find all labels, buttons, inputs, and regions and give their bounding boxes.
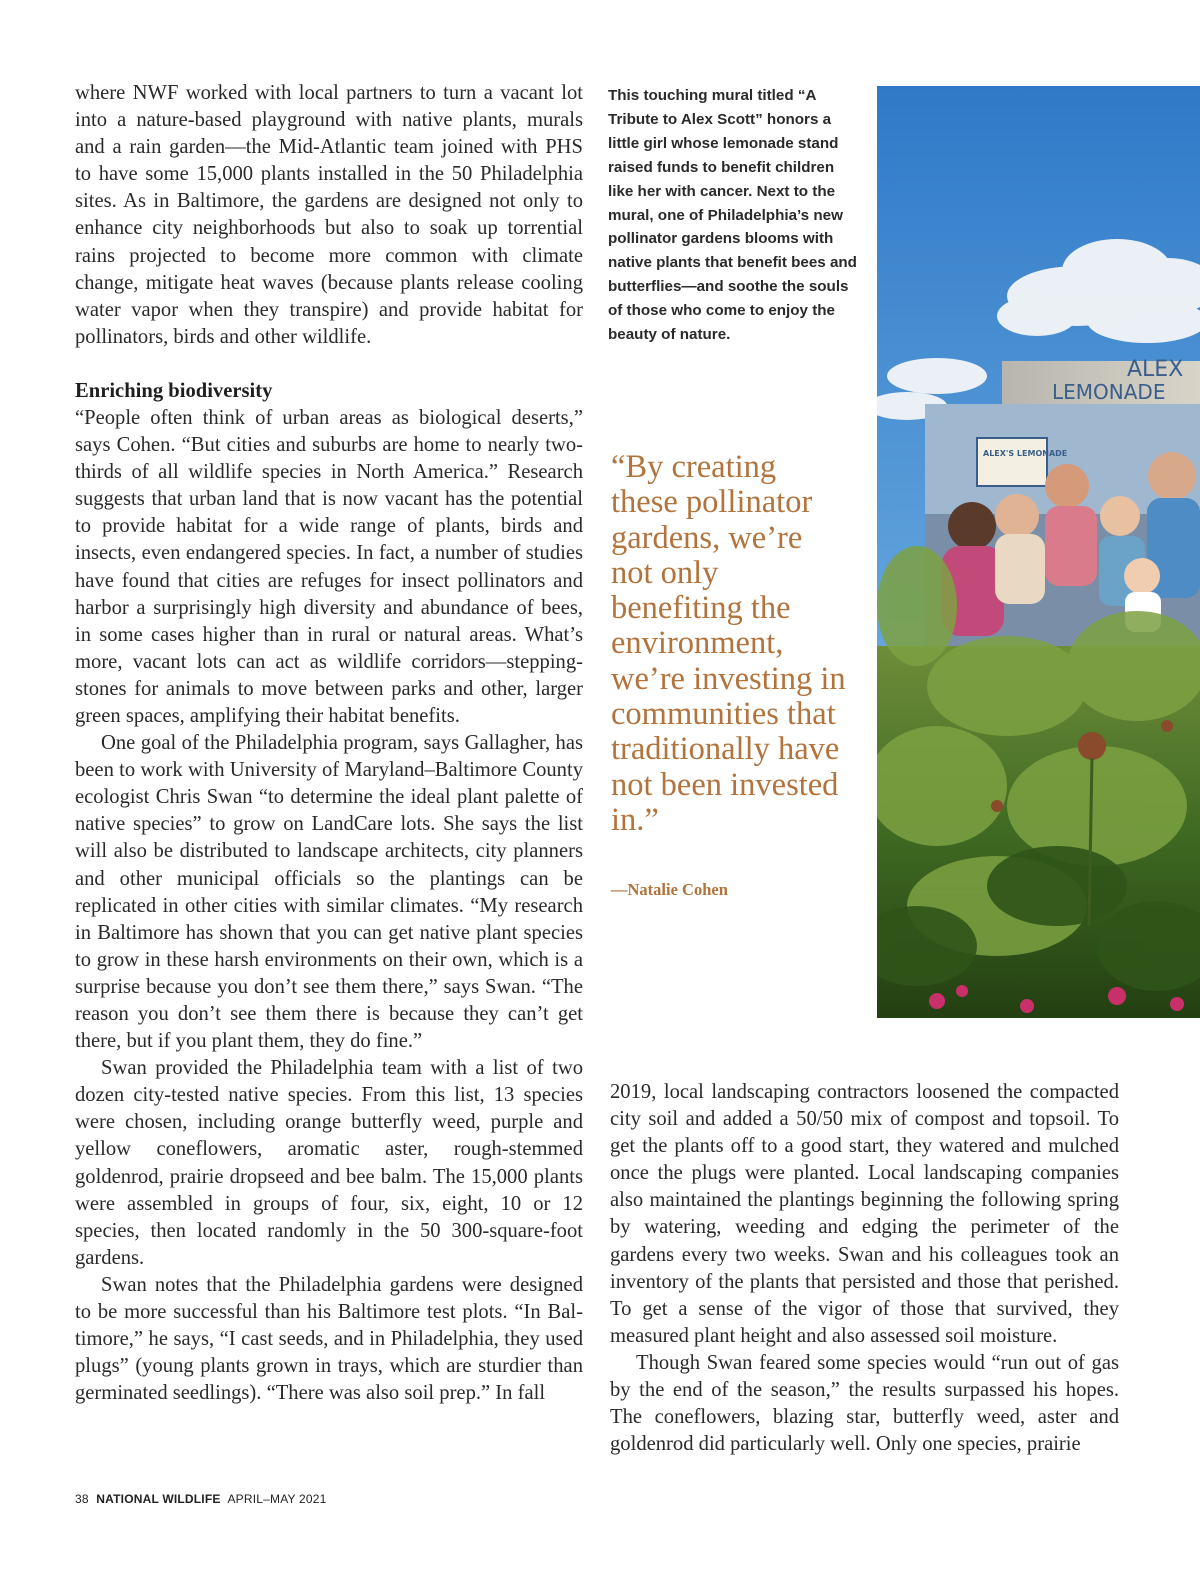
mural-garden-photo: [877, 86, 1200, 1018]
pull-quote-attribution: —Natalie Cohen: [611, 880, 728, 899]
right-column: [610, 1079, 1119, 1458]
intro-paragraph: where NWF worked with local partners to turn a vacant lot into a nature-based playground with native plants, murals and a rain garden—the Mid-Atlantic team joined with PHS to have some 15,000 plants installed in the 50 Philadelphia sites. As in Baltimore, the gardens are designed not only to enhance city neighborhoods but also to soak up torrential rains projected to become more common with climate change, mitigate heat waves (because plants release cooling water vapor when they transpire) and provide habitat for pollinators, birds and other wildlife.: [75, 82, 583, 348]
mural-sign-lemonade: LEMONADE: [1052, 380, 1166, 404]
mural-sign-top: ALEX: [1127, 357, 1184, 382]
body-paragraph: Swan notes that the Philadelphia gardens were designed to be more successful than his Baltimore test plots. “In Baltimore,” he says, “I cast seeds, and in Philadelphia, they used plugs” (young plants grown in trays, which are sturdier than germinated seedlings). “There was also soil prep.” In fall: [75, 1273, 583, 1405]
page-footer: [75, 1492, 327, 1506]
body-paragraph: 2019, local landscaping contractors loosened the compacted city soil and added a 50/50 mix of compost and topsoil. To get the plants off to a good start, they watered and mulched once the plugs were planted. Local landscaping companies also maintained the plantings beginning the following spring by watering, weeding and edging the perimeter of the gardens every two weeks. Swan and his colleagues took an inventory of the plants that persisted and those that perished. To get a sense of the vigor of those that survived, they measured plant height and also assessed soil moisture.: [610, 1081, 1119, 1347]
publication-name: NATIONAL WILDLIFE: [96, 1492, 221, 1506]
body-paragraph: One goal of the Philadelphia program, says Gallagher, has been to work with University of Maryland–Baltimore County ecologist Chris Swan “to determine the ideal plant palette of native species” to grow on LandCare lots. She says the list will also be distributed to landscape architects, city planners and other municipal officials so the plantings can be replicated in other cities with similar climates. “My research in Baltimore has shown that you can get native plant species to grow in these harsh environments on their own, which is a surprise because you don’t see them there,” says Swan. “The reason you don’t see them there is because they can’t get there, but if you plant them, they do fine.”: [75, 732, 583, 1053]
section-heading: Enriching biodiversity: [75, 379, 273, 402]
mural-small-sign: ALEX'S LEMONADE: [983, 449, 1068, 458]
photo-illustration: [877, 86, 1200, 1018]
issue-date: APRIL–MAY 2021: [227, 1492, 327, 1506]
page-number: 38: [75, 1492, 89, 1506]
body-paragraph: Swan provided the Philadelphia team with a list of two dozen city-tested native species. From this list, 13 species were chosen, including orange butterfly weed, purple and yellow coneflowers, aromatic aster, rough-stemmed goldenrod, prairie dropseed and bee balm. The 15,000 plants were assembled in groups of four, six, eight, 10 or 12 species, then located randomly in the 50 300-square-foot gardens.: [75, 1057, 583, 1269]
pull-quote: “By creating these pollinator gardens, we’re not only benefiting the environment, we’re investing in communities that traditionally have not been invested in.”: [611, 449, 846, 838]
body-paragraph: Though Swan feared some species would “run out of gas by the end of the season,” the results surpassed his hopes. The coneflowers, blazing star, butterfly weed, aster and goldenrod did particularly well. Only one species, prairie: [610, 1351, 1119, 1456]
photo-caption: This touching mural titled “A Tribute to Alex Scott” honors a little girl whose lemonade stand raised funds to benefit children like her with cancer. Next to the mural, one of Philadelphia’s new pollinator gardens blooms with native plants that benefit bees and butterflies—and soothe the souls of those who come to enjoy the beauty of nature.: [608, 87, 857, 344]
left-column: [75, 80, 583, 1407]
body-paragraph: “People often think of urban areas as biological deserts,” says Cohen. “But cities and suburbs are home to nearly two-thirds of all wildlife species in North America.” Research suggests that urban land that is now vacant has the potential to provide habitat for a wide range of plants, birds and insects, even endangered species. In fact, a number of studies have found that cities are refuges for insect pollinators and harbor a surprisingly high diversity and abundance of bees, in some cases higher than in rural or natural areas. What’s more, vacant lots can act as wildlife corridors—stepping-stones for animals to move between parks and other, larger green spaces, amplifying their habitat benefits.: [75, 406, 583, 727]
